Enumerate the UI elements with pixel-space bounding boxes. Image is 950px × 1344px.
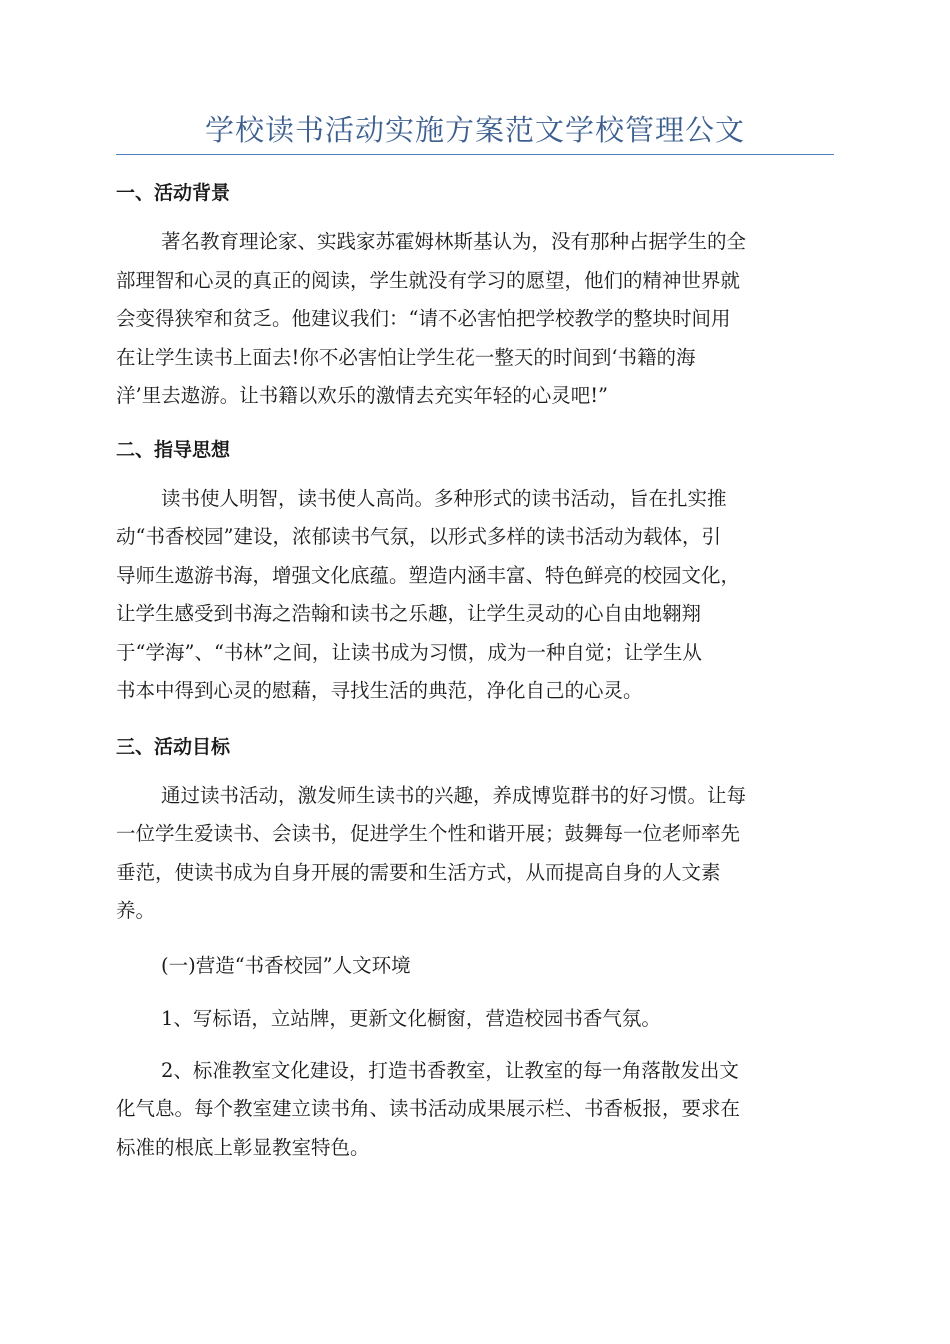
text-line: 2、标准教室文化建设，打造书香教室，让教室的每一角落散发出文 (161, 1058, 739, 1082)
section-heading-background: 一、活动背景 (116, 182, 231, 204)
section-heading-guiding-idea: 二、指导思想 (116, 438, 231, 461)
text-line: 标准的根底上彰显教室特色。 (116, 1135, 370, 1159)
text-line: 动“书香校园”建设，浓郁读书气氛，以形式多样的读书活动为载体，引 (116, 525, 721, 548)
text-line: 洋’里去遨游。让书籍以欢乐的激情去充实年轻的心灵吧!” (116, 384, 609, 407)
text-line: 书本中得到心灵的慰藉，寻找生活的典范，净化自己的心灵。 (116, 679, 643, 702)
text-line: 通过读书活动，激发师生读书的兴趣，养成博览群书的好习惯。让每 (161, 783, 747, 807)
list-item (116, 1052, 834, 1168)
document-title: 学校读书活动实施方案范文学校管理公文 (204, 113, 745, 147)
paragraph-guiding-idea (116, 480, 834, 711)
section-heading-goals: 三、活动目标 (116, 735, 231, 758)
text-line: 部理智和心灵的真正的阅读，学生就没有学习的愿望，他们的精神世界就 (116, 268, 741, 292)
paragraph-background (116, 223, 834, 416)
text-line: 于“学海”、“书林”之间，让读书成为习惯，成为一种自觉；让学生从 (116, 640, 702, 664)
text-line: 在让学生读书上面去!你不必害怕让学生花一整天的时间到‘书籍的海 (116, 345, 696, 369)
text-line: 读书使人明智，读书使人高尚。多种形式的读书活动，旨在扎实推 (161, 486, 727, 510)
text-line: 让学生感受到书海之浩翰和读书之乐趣，让学生灵动的心自由地翱翔 (116, 602, 702, 625)
text-line: 一位学生爱读书、会读书，促进学生个性和谐开展；鼓舞每一位老师率先 (116, 822, 741, 845)
text-line: 垂范，使读书成为自身开展的需要和生活方式，从而提高自身的人文素 (116, 860, 721, 884)
text-line: 会变得狭窄和贫乏。他建议我们：“请不必害怕把学校教学的整块时间用 (116, 307, 731, 330)
text-line: 导师生遨游书海，增强文化底蕴。塑造内涵丰富、特色鲜亮的校园文化， (116, 563, 741, 587)
document-page (116, 108, 834, 1167)
text-line: 著名教育理论家、实践家苏霍姆林斯基认为，没有那种占据学生的全 (161, 230, 747, 253)
list-item: 1、写标语，立站牌，更新文化橱窗，营造校园书香气氛。 (161, 1006, 661, 1030)
title-underline (116, 154, 834, 155)
subsection-heading: (一)营造“书香校园”人文环境 (161, 953, 411, 977)
text-line: 养。 (116, 899, 156, 922)
text-line: 化气息。每个教室建立读书角、读书活动成果展示栏、书香板报，要求在 (116, 1097, 741, 1120)
paragraph-goals (116, 777, 834, 931)
